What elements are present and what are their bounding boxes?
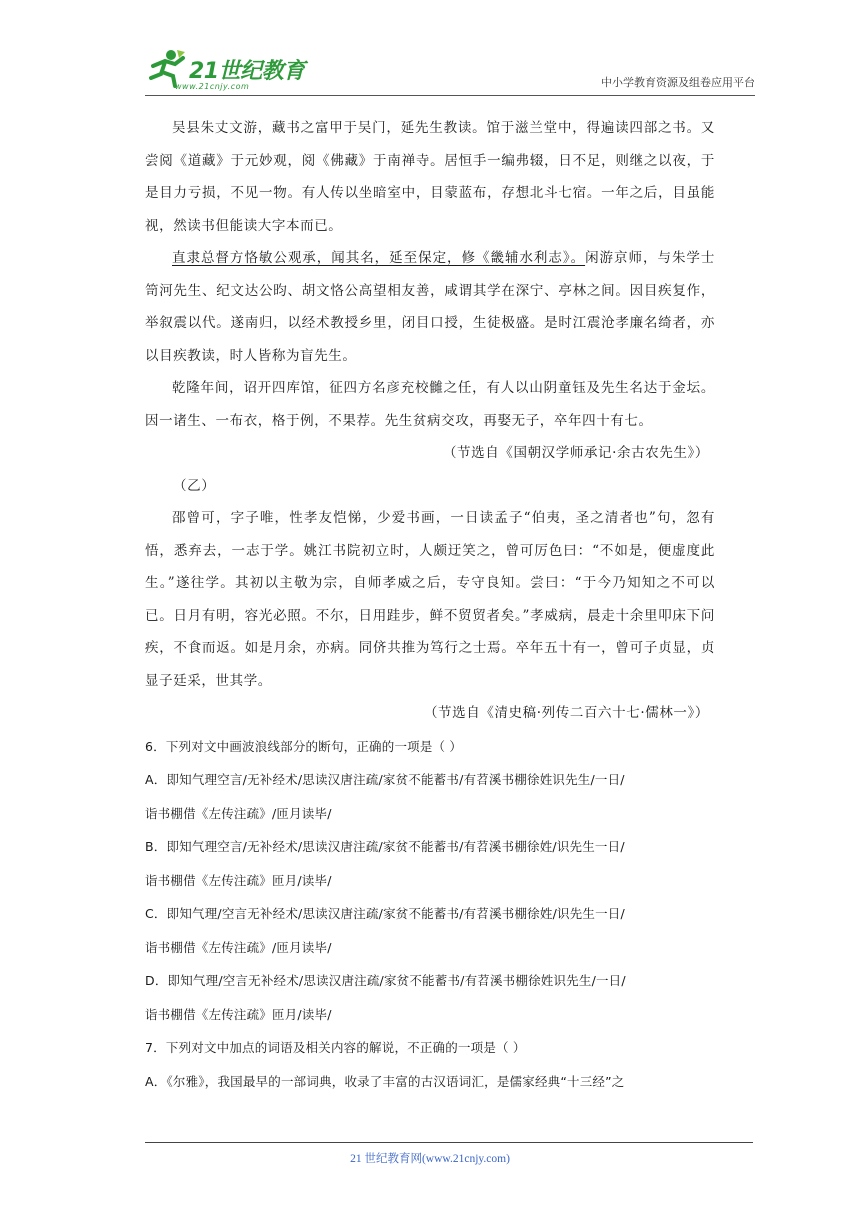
header-platform-name: 中小学教育资源及组卷应用平台	[601, 76, 755, 89]
question-6-stem: 6．下列对文中画波浪线部分的断句，正确的一项是（ ）	[145, 738, 463, 754]
header-divider	[145, 95, 755, 96]
question-6-option-a-line1: A．即知气理空言/无补经术/思读汉唐注疏/家贫不能蓄书/有苕溪书棚徐姓识先生/一日/	[145, 772, 625, 787]
question-6-option-d-line2: 诣书棚借《左传注疏》匝月/读毕/	[145, 1006, 332, 1022]
question-7-stem: 7．下列对文中加点的词语及相关内容的解说，不正确的一项是（ ）	[145, 1040, 526, 1055]
question-6-option-d-line1: D．即知气理/空言无补经术/思读汉唐注疏/家贫不能蓄书/有苕溪书棚徐姓识先生/一日/	[145, 973, 626, 988]
passage-paragraph-1: 吴县朱丈文游，藏书之富甲于吴门，延先生教读。馆于滋兰堂中，得遍读四部之书。又尝阅《道藏》于元妙观，阅《佛藏》于南禅寺。居恒手一编弗辍，日不足，则继之以夜，于是目力亏损，不见一物。有人传以坐暗室中，目蒙蓝布，存想北斗七宿。一年之后，目虽能视，然读书但能读大字本而已。	[145, 120, 715, 234]
passage-subtitle: （乙）	[173, 477, 216, 494]
question-7-option-a-line1: A．《尔雅》，我国最早的一部词典，收录了丰富的古汉语词汇，是儒家经典“十三经”之	[145, 1073, 625, 1089]
logo-url: www.21cnjy.com	[175, 82, 250, 91]
source-citation-1: （节选自《国朝汉学师承记·余古农先生》）	[442, 445, 709, 461]
page-header	[145, 40, 755, 98]
footer-divider	[145, 1142, 753, 1143]
question-6-option-c-line2: 诣书棚借《左传注疏》/匝月读毕/	[145, 939, 332, 955]
main-content	[145, 112, 715, 1098]
source-citation-2: （节选自《清史稿·列传二百六十七·儒林一》）	[423, 705, 709, 721]
passage-paragraph-2	[145, 242, 715, 372]
question-6-option-b-line2: 诣书棚借《左传注疏》匝月/读毕/	[145, 872, 332, 888]
passage-paragraph-3: 乾隆年间，诏开四库馆，征四方名彦充校雠之任，有人以山阴童钰及先生名达于金坛。因一诸生、一布衣，格于例，不果荐。先生贫病交攻，再娶无子，卒年四十有七。	[145, 380, 715, 429]
underlined-sentence: 直隶总督方恪敏公观承，闻其名，延至保定，修《畿辅水利志》。	[172, 250, 586, 266]
paragraph-2-rest: 闲游京师，与朱学士笥河先生、纪文达公昀、胡文恪公高望相友善，咸谓其学在深宁、亭林之间。因目疾复作，举叙震以代。遂南归，以经术教授乡里，闭目口授，生徒极盛。是时江震沧孝廉名绮者，亦以目疾教读，时人皆称为盲先生。	[145, 250, 715, 364]
passage-paragraph-4: 邵曾可，字子唯，性孝友恺悌，少爱书画，一日读孟子“伯夷，圣之清者也”句，忽有悟，悉弃去，一志于学。姚江书院初立时，人颇迂笑之，曾可厉色曰：“不如是，便虚度此生。”遂往学。其初以主敬为宗，自师孝威之后，专守良知。尝曰：“于今乃知知之不可以已。日月有明，容光必照。不尔，日用跬步，鲜不贸贸者矣。”孝威病，晨走十余里叩床下问疾，不食而返。如是月余，亦病。同侪共推为笃行之士焉。卒年五十有一，曾可子贞显，贞显子廷采，世其学。	[145, 510, 715, 689]
question-6-option-a-line2: 诣书棚借《左传注疏》/匝月读毕/	[145, 805, 332, 821]
question-6-option-b-line1: B．即知气理空言/无补经术/思读汉唐注疏/家贫不能蓄书/有苕溪书棚徐姓/识先生一日/	[145, 839, 625, 854]
logo-text: 21世纪教育	[189, 59, 305, 84]
question-6-option-c-line1: C．即知气理/空言无补经术/思读汉唐注疏/家贫不能蓄书/有苕溪书棚徐姓/识先生一日/	[145, 906, 625, 921]
site-logo[interactable]	[145, 48, 315, 96]
page-footer[interactable]: 21 世纪教育网(www.21cnjy.com)	[350, 1153, 510, 1165]
